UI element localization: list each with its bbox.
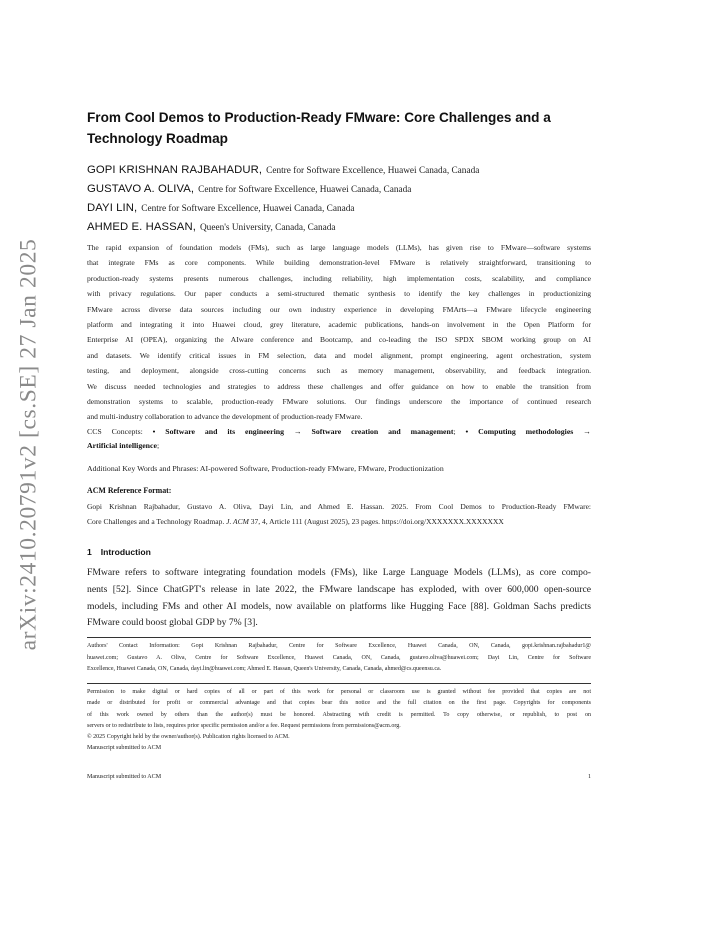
author-entry — [87, 159, 591, 178]
section-heading — [87, 547, 151, 557]
abstract-line: that integrate FMs as core components. While building demonstration-level FMware is relatively straightforward, transitioning to — [87, 258, 591, 268]
acm-reference-journal: J. ACM — [226, 516, 249, 526]
author-name: DAYI LIN, — [87, 202, 138, 214]
permission-line: servers or to redistribute to lists, requires prior specific permission and/or a fee. Request permissions from permissions@acm.org. — [87, 722, 401, 729]
acm-reference-heading: ACM Reference Format: — [87, 486, 172, 495]
abstract-line: and datasets. We identify critical issues in FM selection, data and model alignment, prompt engineering, agent orchestration, system — [87, 350, 591, 360]
author-name: GOPI KRISHNAN RAJBAHADUR, — [87, 164, 263, 176]
permission-line: made or distributed for profit or commercial advantage and that copies bear this notice and the full citation on the first page. Copyrights for components — [87, 700, 591, 707]
author-entry — [87, 216, 591, 235]
submission-line: Manuscript submitted to ACM — [87, 745, 162, 752]
footnote-line: huawei.com; Gustavo A. Oliva, Centre for Software Excellence, Huawei Canada, ON, Canada, gustavo.oliva@huawei.com; Dayi Lin, Centre for Software — [87, 654, 591, 661]
ccs-item-computing: • Computing methodologies → — [465, 427, 591, 436]
footer-manuscript-note: Manuscript submitted to ACM — [87, 774, 162, 780]
author-affiliation: Queen's University, Canada, Canada — [199, 223, 336, 233]
author-affiliation: Centre for Software Excellence, Huawei Canada, Canada — [266, 166, 480, 176]
acm-reference-text: 37, 4, Article 111 (August 2025), 23 pages. https://doi.org/XXXXXXX.XXXXXXX — [248, 516, 504, 526]
abstract-line: platform and integrating it into Huawei cloud, grey literature, academic publications, hands-on involvement in the Open Platform for — [87, 320, 591, 330]
ccs-separator: ; — [453, 427, 466, 436]
author-name: GUSTAVO A. OLIVA, — [87, 183, 195, 195]
ccs-concepts — [87, 425, 591, 453]
footnote-line: Authors' Contact Information: Gopi Krishnan Rajbahadur, Centre for Software Excellence, Huawei Canada, ON, Canada, gopi.krishnan.rajbahadur1@ — [87, 643, 591, 649]
abstract-line: FMware across diverse data sources including our own industry experience in developing FMArts—a FMware lifecycle engineering — [87, 304, 591, 314]
permission-divider — [87, 683, 591, 684]
footnote-divider — [87, 637, 591, 638]
paper-title: From Cool Demos to Production-Ready FMware: Core Challenges and a Technology Roadmap — [87, 110, 551, 146]
acm-reference — [87, 500, 591, 529]
abstract-line: The rapid expansion of foundation models (FMs), such as large language models (LLMs), has given rise to FMware—software systems — [87, 243, 591, 252]
abstract-line: demonstration systems to scalable, production-ready FMware solutions. Our findings underscore the importance of continued research — [87, 397, 591, 407]
abstract-line: and multi-industry collaboration to advance the development of production-ready FMware. — [87, 412, 363, 422]
ccs-end: ; — [156, 441, 160, 450]
ccs-prefix: CCS Concepts: — [87, 427, 153, 436]
acm-reference-line: Gopi Krishnan Rajbahadur, Gustavo A. Oliva, Dayi Lin, and Ahmed E. Hassan. 2025. From Cool Demos to Production-Ready FMware: — [87, 502, 591, 511]
author-contact-footnote — [87, 641, 591, 676]
acm-reference-line — [87, 515, 591, 530]
arxiv-stamp — [6, 238, 52, 650]
abstract-line: We discuss needed technologies and strategies to address these challenges and offer guidance on how to enable the transition from — [87, 381, 591, 391]
copyright-line: © 2025 Copyright held by the owner/author(s). Publication rights licensed to ACM. — [87, 734, 290, 741]
abstract-line: with privacy regulations. Our paper conducts a semi-structured thematic synthesis to identify the key challenges in productionizing — [87, 289, 591, 299]
intro-line: FMware refers to software integrating foundation models (FMs), like Large Language Models (LLMs), as core compo- — [87, 567, 591, 578]
arxiv-stamp-text: arXiv:2410.20791v2 [cs.SE] 27 Jan 2025 — [15, 238, 42, 650]
acm-reference-text: Core Challenges and a Technology Roadmap. — [87, 516, 227, 526]
section-number: 1 — [87, 547, 92, 557]
keywords: Additional Key Words and Phrases: AI-powered Software, Production-ready FMware, FMware, Productionization — [87, 464, 444, 473]
footnote-line: Excellence, Huawei Canada, ON, Canada, dayi.lin@huawei.com; Ahmed E. Hassan, Queen's University, Canada, Canada, ahmed@cs.queensu.ca. — [87, 666, 442, 673]
permission-line: Permission to make digital or hard copies of all or part of this work for personal or classroom use is granted without fee provided that copies are not — [87, 689, 591, 695]
author-affiliation: Centre for Software Excellence, Huawei Canada, Canada — [198, 185, 412, 195]
author-entry — [87, 178, 591, 197]
intro-paragraph — [87, 565, 591, 632]
author-affiliation: Centre for Software Excellence, Huawei Canada, Canada — [141, 204, 355, 214]
author-list — [87, 159, 591, 235]
intro-line: FMware could boost global GDP by 7% [3]. — [87, 617, 258, 629]
intro-line: nents [52]. Since ChatGPT's release in late 2022, the FMware landscape has exploded, with over 600,000 open-source — [87, 583, 591, 595]
ccs-item-software: • Software and its engineering → Software creation and management — [152, 427, 454, 436]
intro-line: models, including FMs and other AI models, now available on platforms like Hugging Face [88]. Goldman Sachs predicts — [87, 600, 591, 612]
ccs-item-ai: Artificial intelligence — [87, 441, 157, 450]
abstract — [87, 240, 591, 425]
author-entry — [87, 197, 591, 216]
abstract-line: Enterprise AI (OPEA), organizing the AIware conference and Bootcamp, and co-leading the ISO SPDX SBOM working group on AI — [87, 335, 591, 345]
author-name: AHMED E. HASSAN, — [87, 221, 196, 233]
ccs-line — [87, 439, 591, 453]
section-title: Introduction — [100, 547, 151, 557]
permission-notice — [87, 687, 591, 755]
page-number: 1 — [587, 774, 591, 780]
abstract-line: testing, and deployment, alongside cross-cutting concerns such as memory management, observability, and feedback integration. — [87, 366, 591, 376]
ccs-line — [87, 425, 591, 439]
permission-line: of this work owned by others than the author(s) must be honored. Abstracting with credit is permitted. To copy otherwise, or republish, to post on — [87, 711, 591, 718]
abstract-line: production-ready systems presents numerous challenges, including reliability, high implementation costs, scalability, and compliance — [87, 273, 591, 283]
